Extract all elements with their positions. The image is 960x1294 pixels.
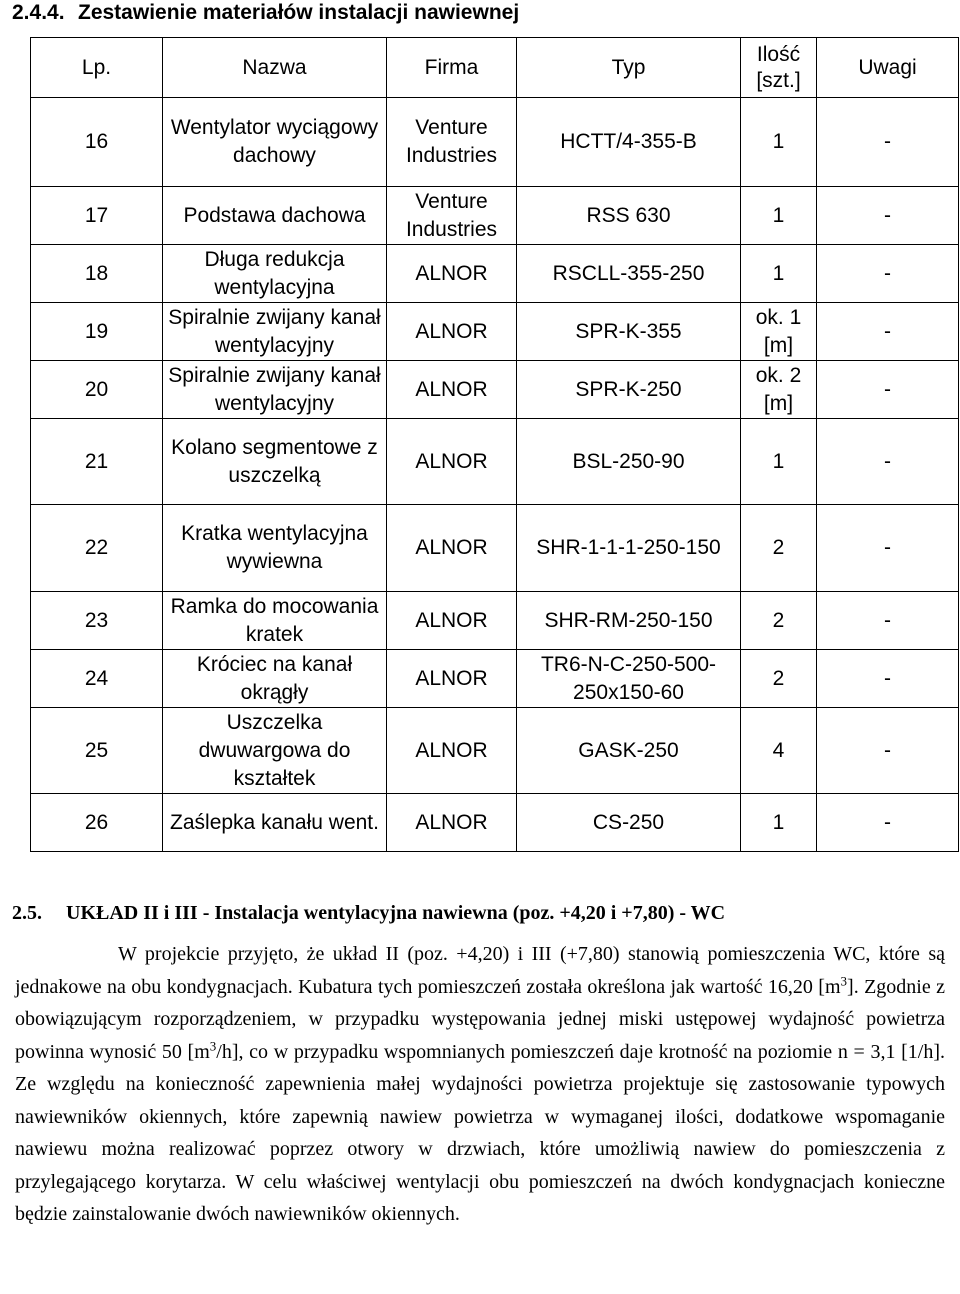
cell-qty: 1: [741, 187, 817, 245]
table-row: [31, 361, 959, 419]
cell-notes: -: [817, 592, 959, 650]
cell-type: SHR-1-1-1-250-150: [517, 505, 741, 592]
cell-notes: -: [817, 303, 959, 361]
superscript-2: 3: [209, 1037, 217, 1053]
materials-table: [30, 37, 959, 852]
table-row: [31, 245, 959, 303]
cell-qty: 1: [741, 245, 817, 303]
cell-name: Spiralnie zwijany kanał wentylacyjny: [163, 303, 387, 361]
cell-name: Kolano segmentowe z uszczelką: [163, 419, 387, 505]
cell-lp: 18: [31, 245, 163, 303]
header-type: Typ: [517, 38, 741, 98]
header-notes: Uwagi: [817, 38, 959, 98]
cell-qty: 1: [741, 98, 817, 187]
header-qty: Ilość [szt.]: [741, 38, 817, 98]
table-row: [31, 419, 959, 505]
paragraph-part-3: /h], co w przypadku wspomnianych pomieszczeń daje krotność na poziomie n = 3,1 [1/h]. Ze względu na konieczność zapewnienia małej wydajności powietrza projektuje się zastosowanie typowych nawiewników okiennych, które zapewnią nawiew powietrza w wymaganej ilości, dodatkowe wspomaganie nawiewu można realizować poprzez otwory w drzwiach, które umożliwią nawiew do pomieszczenia z przylegającego korytarza. W celu właściwej wentylacji obu pomieszczeń na dwóch kondygnacjach konieczne będzie zainstalowanie dwóch nawiewników okiennych.: [15, 1040, 945, 1225]
cell-notes: -: [817, 419, 959, 505]
cell-qty: 2: [741, 505, 817, 592]
cell-lp: 23: [31, 592, 163, 650]
cell-firm: ALNOR: [387, 708, 517, 794]
cell-qty: ok. 2 [m]: [741, 361, 817, 419]
cell-qty: 1: [741, 794, 817, 852]
cell-lp: 25: [31, 708, 163, 794]
superscript-1: 3: [840, 972, 848, 988]
cell-type: RSS 630: [517, 187, 741, 245]
cell-type: SHR-RM-250-150: [517, 592, 741, 650]
cell-notes: -: [817, 708, 959, 794]
table-row: [31, 708, 959, 794]
subsection-heading: [12, 900, 725, 926]
cell-lp: 22: [31, 505, 163, 592]
table-row: [31, 303, 959, 361]
cell-notes: -: [817, 245, 959, 303]
cell-firm: ALNOR: [387, 303, 517, 361]
cell-notes: -: [817, 98, 959, 187]
cell-type: BSL-250-90: [517, 419, 741, 505]
table-header-row: [31, 38, 959, 98]
table-row: [31, 98, 959, 187]
cell-qty: 2: [741, 650, 817, 708]
cell-name: Długa redukcja wentylacyjna: [163, 245, 387, 303]
cell-firm: ALNOR: [387, 505, 517, 592]
cell-firm: ALNOR: [387, 419, 517, 505]
cell-notes: -: [817, 505, 959, 592]
cell-lp: 24: [31, 650, 163, 708]
cell-firm: ALNOR: [387, 650, 517, 708]
cell-type: SPR-K-355: [517, 303, 741, 361]
cell-qty: 4: [741, 708, 817, 794]
cell-notes: -: [817, 650, 959, 708]
paragraph-part-1: W projekcie przyjęto, że układ II (poz. +4,20) i III (+7,80) stanowią pomieszczenia WC, które są jednakowe na obu kondygnacjach. Kubatura tych pomieszczeń została określona jak wartość 16,20 [m: [15, 943, 945, 998]
cell-type: SPR-K-250: [517, 361, 741, 419]
cell-firm: ALNOR: [387, 245, 517, 303]
subsection-number: 2.5.: [12, 902, 42, 924]
cell-notes: -: [817, 794, 959, 852]
cell-firm: Venture Industries: [387, 187, 517, 245]
cell-lp: 19: [31, 303, 163, 361]
cell-type: RSCLL-355-250: [517, 245, 741, 303]
cell-type: HCTT/4-355-B: [517, 98, 741, 187]
cell-firm: ALNOR: [387, 592, 517, 650]
cell-type: TR6-N-C-250-500-250x150-60: [517, 650, 741, 708]
header-lp: Lp.: [31, 38, 163, 98]
cell-name: Wentylator wyciągowy dachowy: [163, 98, 387, 187]
section-title: Zestawienie materiałów instalacji nawiewnej: [78, 1, 520, 24]
cell-name: Podstawa dachowa: [163, 187, 387, 245]
table-row: [31, 505, 959, 592]
cell-type: GASK-250: [517, 708, 741, 794]
cell-qty: 2: [741, 592, 817, 650]
paragraph-part-2: ]. Zgodnie z obowiązującym rozporządzeniem, w przypadku występowania jednej miski ustępowej wydajność powietrza powinna wynosić 50 [m: [15, 975, 945, 1063]
section-heading: [12, 0, 519, 26]
cell-name: Króciec na kanał okrągły: [163, 650, 387, 708]
cell-name: Uszczelka dwuwargowa do kształtek: [163, 708, 387, 794]
subsection-title: UKŁAD II i III - Instalacja wentylacyjna nawiewna (poz. +4,20 i +7,80) - WC: [66, 902, 726, 924]
cell-name: Kratka wentylacyjna wywiewna: [163, 505, 387, 592]
table-row: [31, 650, 959, 708]
cell-qty: ok. 1 [m]: [741, 303, 817, 361]
cell-lp: 16: [31, 98, 163, 187]
cell-firm: Venture Industries: [387, 98, 517, 187]
cell-lp: 17: [31, 187, 163, 245]
cell-notes: -: [817, 187, 959, 245]
cell-firm: ALNOR: [387, 794, 517, 852]
header-name: Nazwa: [163, 38, 387, 98]
cell-qty: 1: [741, 419, 817, 505]
table-row: [31, 187, 959, 245]
cell-firm: ALNOR: [387, 361, 517, 419]
cell-name: Ramka do mocowania kratek: [163, 592, 387, 650]
cell-lp: 21: [31, 419, 163, 505]
cell-lp: 26: [31, 794, 163, 852]
cell-notes: -: [817, 361, 959, 419]
cell-name: Zaślepka kanału went.: [163, 794, 387, 852]
header-firm: Firma: [387, 38, 517, 98]
body-paragraph: [15, 938, 945, 1231]
table-row: [31, 592, 959, 650]
table-row: [31, 794, 959, 852]
section-number: 2.4.4.: [12, 1, 65, 24]
cell-lp: 20: [31, 361, 163, 419]
cell-name: Spiralnie zwijany kanał wentylacyjny: [163, 361, 387, 419]
cell-type: CS-250: [517, 794, 741, 852]
